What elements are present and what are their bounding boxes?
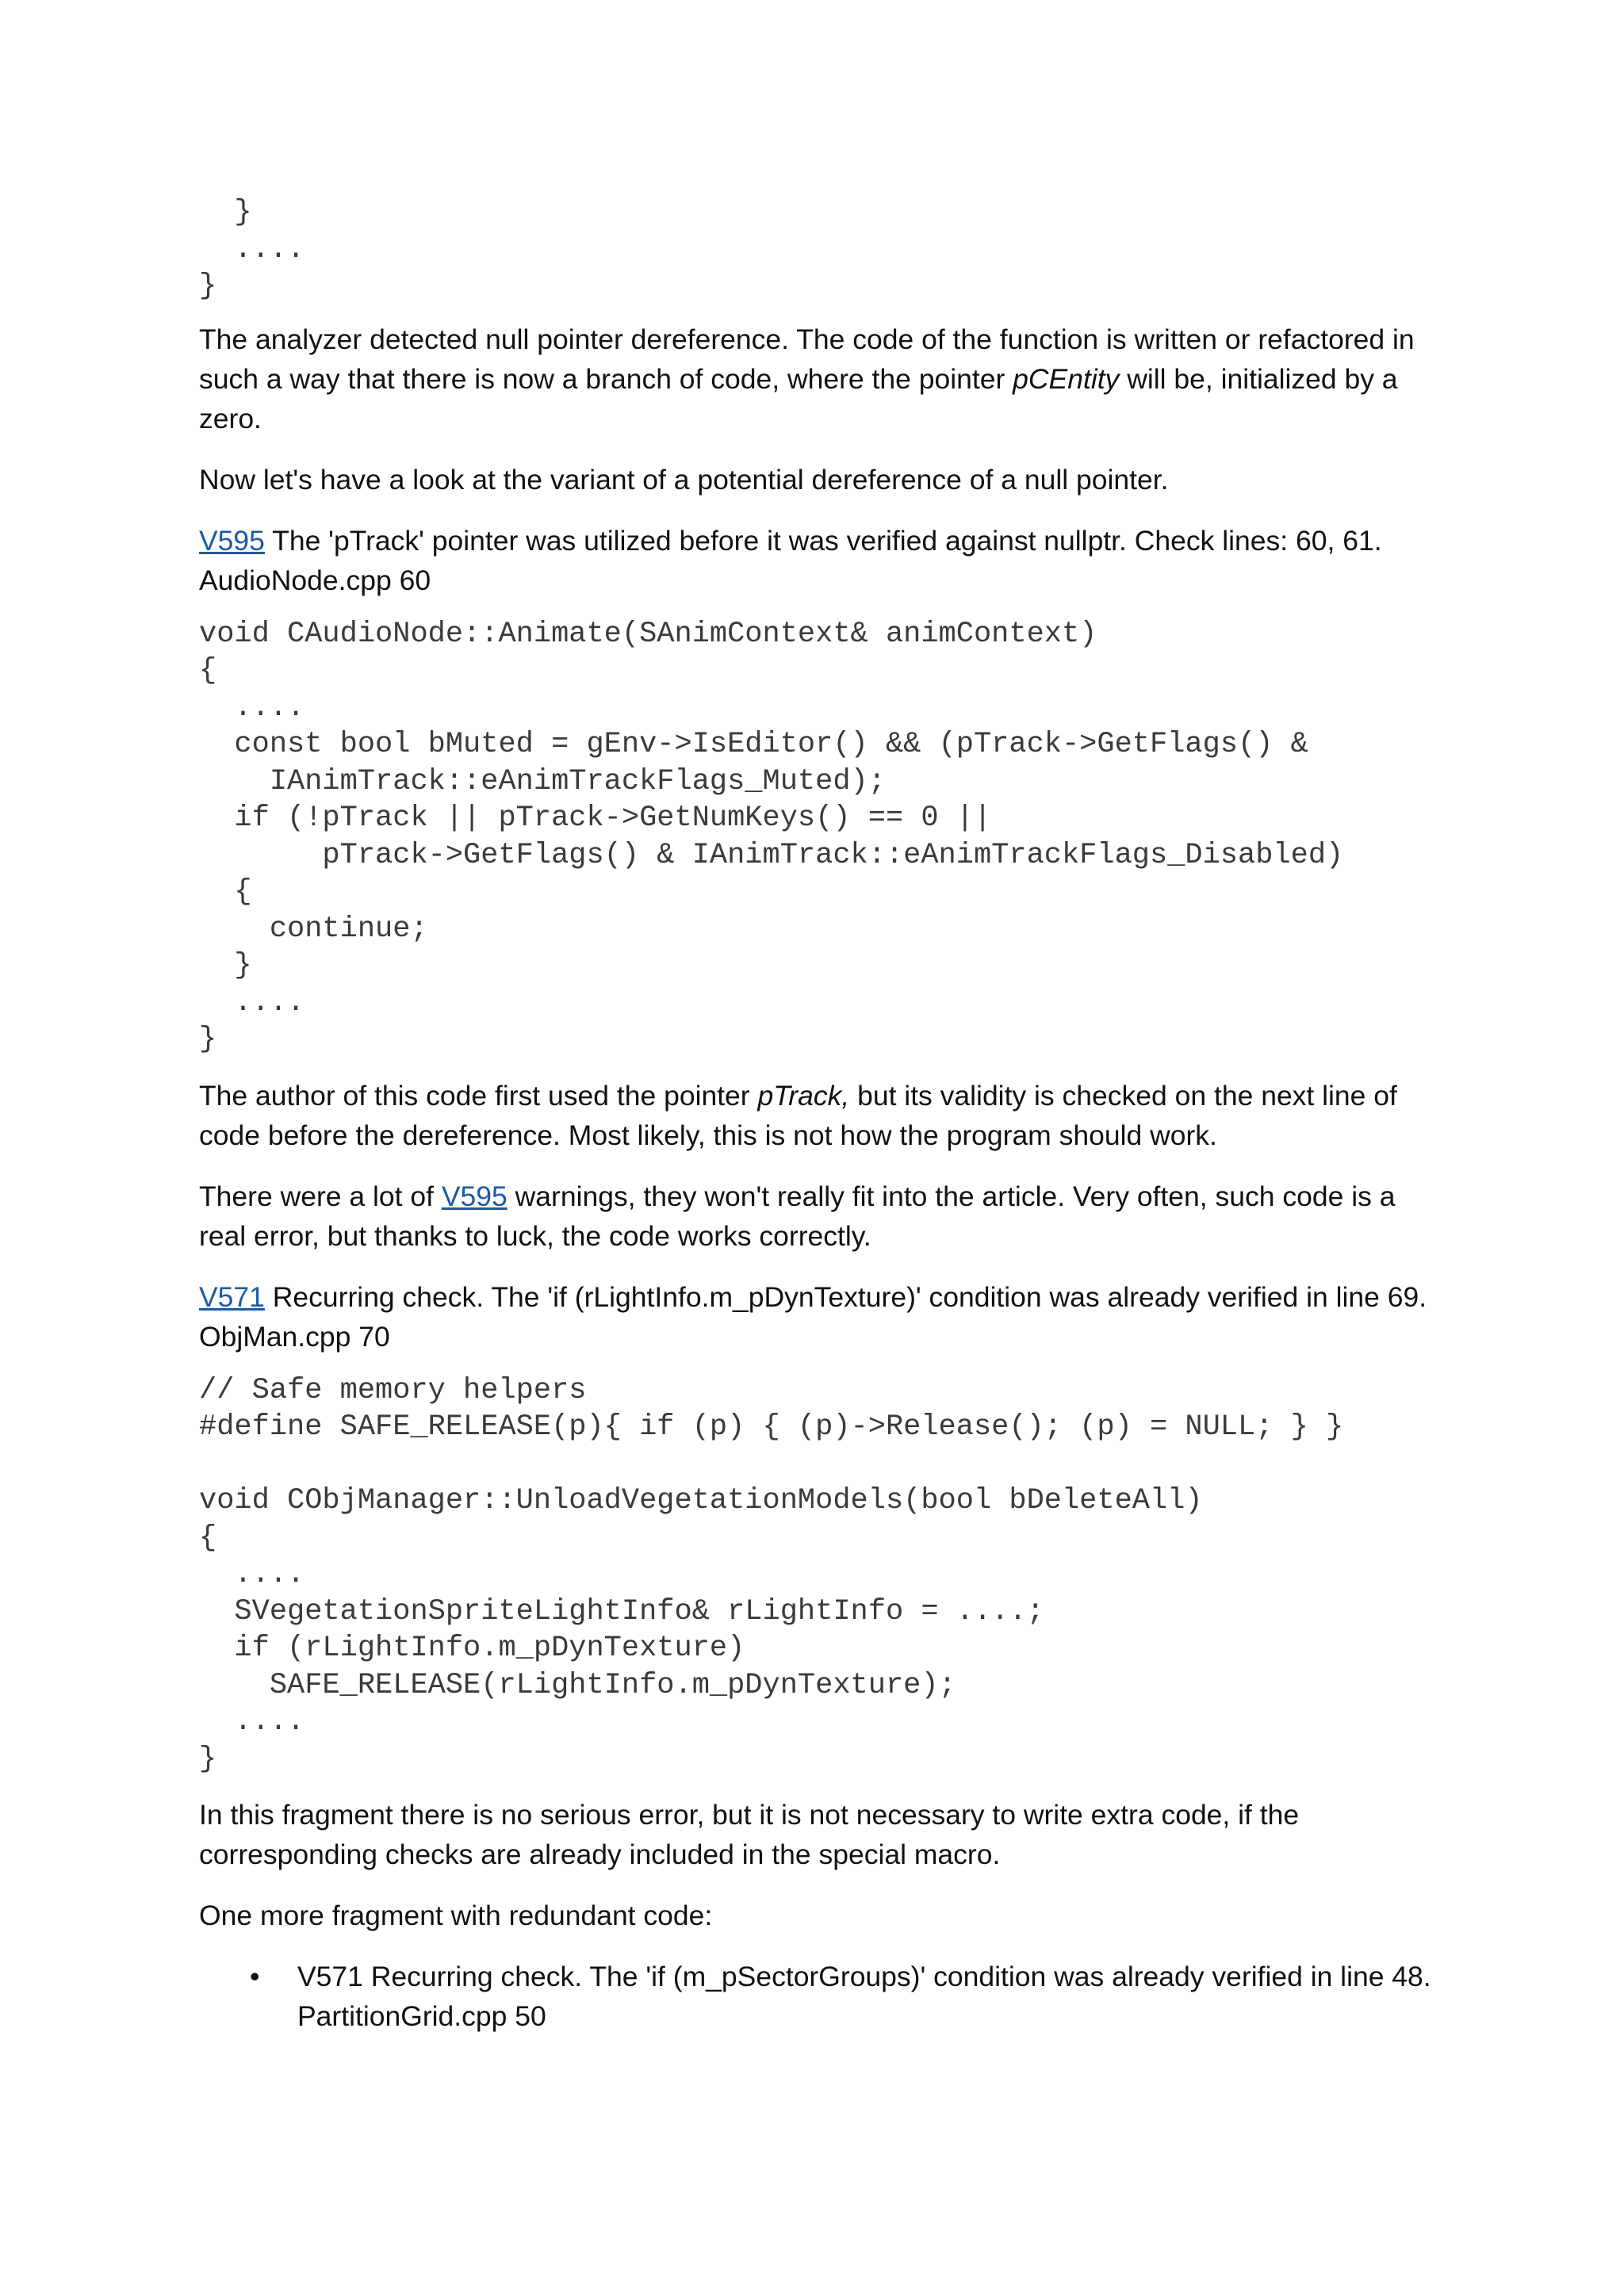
code-line xyxy=(199,1448,216,1481)
code-line: SVegetationSpriteLightInfo& rLightInfo = ....; xyxy=(199,1594,1044,1628)
code-line: .... xyxy=(199,691,305,725)
bullet-item xyxy=(199,1957,1436,2036)
p1-italic: pCEntity xyxy=(1013,362,1120,395)
p4-text: There were a lot of xyxy=(199,1180,442,1212)
code-line: #define SAFE_RELEASE(p){ if (p) { (p)->Release(); (p) = NULL; } } xyxy=(199,1410,1344,1444)
p3-italic: pTrack, xyxy=(757,1079,850,1112)
paragraph-variant: Now let's have a look at the variant of a potential dereference of a null pointer. xyxy=(199,463,1169,496)
code-line: if (!pTrack || pTrack->GetNumKeys() == 0 || xyxy=(199,802,992,835)
paragraph-author xyxy=(199,1076,1436,1155)
p3-text: The author of this code first used the pointer xyxy=(199,1079,758,1112)
bullet-symbol: • xyxy=(250,1961,260,1992)
warning-v595 xyxy=(199,521,1436,600)
code-line: pTrack->GetFlags() & IAnimTrack::eAnimTrackFlags_Disabled) xyxy=(199,838,1344,872)
code-block-objman xyxy=(199,1372,1436,1778)
link-v595-inline[interactable]: V595 xyxy=(441,1180,508,1212)
code-line: .... xyxy=(199,1558,305,1591)
code-line: void CAudioNode::Animate(SAnimContext& animContext) xyxy=(199,617,1097,651)
code-line: void CObjManager::UnloadVegetationModels(bool bDeleteAll) xyxy=(199,1484,1203,1517)
code-line: } xyxy=(199,270,217,303)
code-line: // Safe memory helpers xyxy=(199,1373,587,1407)
code-line: { xyxy=(199,1521,217,1555)
p4-text-after: warnings, they won't really fit into the article. Very often, such code is a real error, but thanks to luck, the code works correctly. xyxy=(199,1180,1396,1252)
code-line: { xyxy=(199,654,217,687)
code-line: .... xyxy=(199,1705,305,1739)
paragraph-null-deref xyxy=(199,320,1436,438)
paragraph-no-serious-error: In this fragment there is no serious error, but it is not necessary to write extra code, if the corresponding checks are already included in the special macro. xyxy=(199,1799,1300,1870)
p1-text: The analyzer detected null pointer dereference. The code of the function is written or refactored in such a way that there is now a branch of code, where the pointer xyxy=(199,323,1415,395)
link-v595[interactable]: V595 xyxy=(199,524,265,557)
document-content xyxy=(199,194,1436,2036)
code-line: } xyxy=(199,1023,217,1056)
code-line: } xyxy=(199,196,252,229)
paragraph-v595-warnings xyxy=(199,1177,1436,1256)
code-block-top xyxy=(199,194,1436,305)
code-line: const bool bMuted = gEnv->IsEditor() && (pTrack->GetFlags() & xyxy=(199,728,1308,761)
code-line: .... xyxy=(199,232,305,266)
p3-text-after: but its validity is checked on the next line of code before the dereference. Most likely, this is not how the program should work. xyxy=(199,1079,1397,1151)
code-line: { xyxy=(199,875,252,909)
bullet-text: V571 Recurring check. The 'if (m_pSectorGroups)' condition was already verified in line 48. PartitionGrid.cpp 50 xyxy=(297,1961,1431,2032)
p1-text-after: will be, initialized by a zero. xyxy=(199,362,1398,434)
warning-v571 xyxy=(199,1277,1436,1357)
code-line: SAFE_RELEASE(rLightInfo.m_pDynTexture); xyxy=(199,1668,956,1702)
code-line: IAnimTrack::eAnimTrackFlags_Muted); xyxy=(199,764,886,798)
code-line: } xyxy=(199,949,252,982)
warning-v595-text: The 'pTrack' pointer was utilized before it was verified against nullptr. Check lines: 60, 61. AudioNode.cpp 60 xyxy=(199,524,1382,596)
code-line: } xyxy=(199,1742,217,1776)
paragraph-redundant: One more fragment with redundant code: xyxy=(199,1900,713,1931)
code-line: .... xyxy=(199,985,305,1020)
link-v571[interactable]: V571 xyxy=(199,1280,265,1313)
code-line: if (rLightInfo.m_pDynTexture) xyxy=(199,1632,745,1665)
code-block-audionode xyxy=(199,616,1436,1058)
code-line: continue; xyxy=(199,912,428,946)
warning-v571-text: Recurring check. The 'if (rLightInfo.m_pDynTexture)' condition was already verified in line 69. ObjMan.cpp 70 xyxy=(199,1280,1427,1353)
